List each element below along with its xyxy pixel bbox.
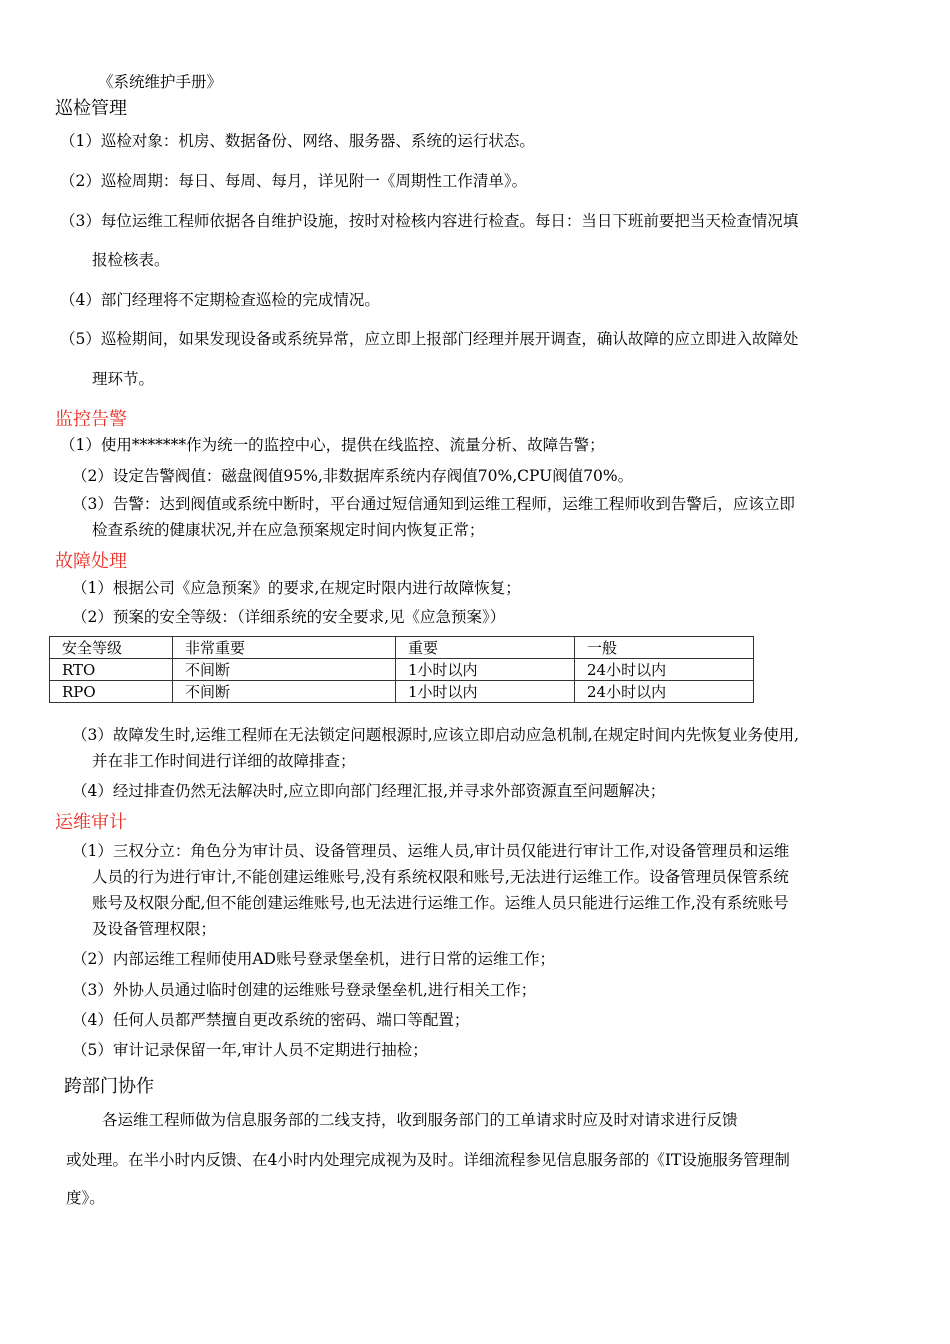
collab-line-2: 或处理。在半小时内反馈、在4小时内处理完成视为及时。详细流程参见信息服务部的《IT设施服务管理制 [66, 1151, 790, 1169]
audit-item-5: （5）审计记录保留一年,审计人员不定期进行抽检； [72, 1041, 428, 1059]
table-row [50, 659, 754, 681]
audit-item-2: （2）内部运维工程师使用AD账号登录堡垒机，进行日常的运维工作； [72, 950, 555, 968]
heading-fault: 故障处理 [55, 551, 127, 572]
audit-item-3: （3）外协人员通过临时创建的运维账号登录堡垒机,进行相关工作； [72, 981, 537, 999]
monitoring-item-3: （3）告警：达到阀值或系统中断时，平台通过短信通知到运维工程师，运维工程师收到告警后，应该立即 [72, 495, 795, 513]
audit-item-4: （4）任何人员都严禁擅自更改系统的密码、端口等配置； [72, 1011, 470, 1029]
table-header-cell: 重要 [396, 637, 575, 659]
table-cell: RPO [50, 681, 173, 703]
table-header-cell: 一般 [575, 637, 754, 659]
audit-item-1-cont-1: 人员的行为进行审计,不能创建运维账号,没有系统权限和账号,无法进行运维工作。设备管理员保管系统 [92, 868, 789, 886]
security-level-table [49, 636, 754, 703]
inspection-item-2: （2）巡检周期：每日、每周、每月，详见附一《周期性工作清单》。 [60, 172, 528, 190]
inspection-item-3: （3）每位运维工程师依据各自维护设施，按时对检核内容进行检查。每日：当日下班前要把当天检查情况填 [60, 212, 799, 230]
table-header-cell: 非常重要 [173, 637, 396, 659]
audit-item-1: （1）三权分立：角色分为审计员、设备管理员、运维人员,审计员仅能进行审计工作,对设备管理员和运维 [72, 842, 790, 860]
fault-item-3: （3）故障发生时,运维工程师在无法锁定问题根源时,应该立即启动应急机制,在规定时间内先恢复业务使用, [72, 726, 800, 744]
fault-item-1: （1）根据公司《应急预案》的要求,在规定时限内进行故障恢复； [72, 579, 521, 597]
inspection-item-1: （1）巡检对象：机房、数据备份、网络、服务器、系统的运行状态。 [60, 132, 535, 150]
heading-monitoring: 监控告警 [55, 409, 127, 430]
heading-inspection: 巡检管理 [55, 98, 127, 119]
table-cell: 1小时以内 [396, 681, 575, 703]
fault-item-3-cont: 并在非工作时间进行详细的故障排查； [92, 752, 356, 770]
table-cell: 24小时以内 [575, 659, 754, 681]
table-header-cell: 安全等级 [50, 637, 173, 659]
inspection-item-5-cont: 理环节。 [92, 370, 155, 388]
inspection-item-4: （4）部门经理将不定期检查巡检的完成情况。 [60, 291, 380, 309]
collab-line-3: 度》。 [66, 1189, 105, 1207]
monitoring-item-2: （2）设定告警阀值：磁盘阀值95%,非数据库系统内存阀值70%,CPU阀值70%。 [72, 467, 634, 485]
fault-item-4: （4）经过排查仍然无法解决时,应立即向部门经理汇报,并寻求外部资源直至问题解决； [72, 782, 666, 800]
monitoring-item-1: （1）使用*******作为统一的监控中心，提供在线监控、流量分析、故障告警； [60, 436, 605, 454]
table-cell: 24小时以内 [575, 681, 754, 703]
table-cell: 不间断 [173, 681, 396, 703]
document-title: 《系统维护手册》 [98, 73, 223, 91]
heading-audit: 运维审计 [55, 812, 127, 833]
heading-collab: 跨部门协作 [64, 1076, 154, 1097]
table-row [50, 681, 754, 703]
table-header-row [50, 637, 754, 659]
table-cell: 不间断 [173, 659, 396, 681]
table-cell: 1小时以内 [396, 659, 575, 681]
inspection-item-3-cont: 报检核表。 [92, 251, 170, 269]
audit-item-1-cont-3: 及设备管理权限； [92, 920, 217, 938]
inspection-item-5: （5）巡检期间，如果发现设备或系统异常，应立即上报部门经理并展开调查，确认故障的应立即进入故障处 [60, 330, 799, 348]
collab-line-1: 各运维工程师做为信息服务部的二线支持，收到服务部门的工单请求时应及时对请求进行反馈 [102, 1111, 738, 1129]
monitoring-item-3-cont: 检查系统的健康状况,并在应急预案规定时间内恢复正常； [92, 521, 485, 539]
audit-item-1-cont-2: 账号及权限分配,但不能创建运维账号,也无法进行运维工作。运维人员只能进行运维工作,没有系统账号 [92, 894, 789, 912]
table-cell: RTO [50, 659, 173, 681]
fault-item-2: （2）预案的安全等级：（详细系统的安全要求,见《应急预案》） [72, 608, 506, 626]
